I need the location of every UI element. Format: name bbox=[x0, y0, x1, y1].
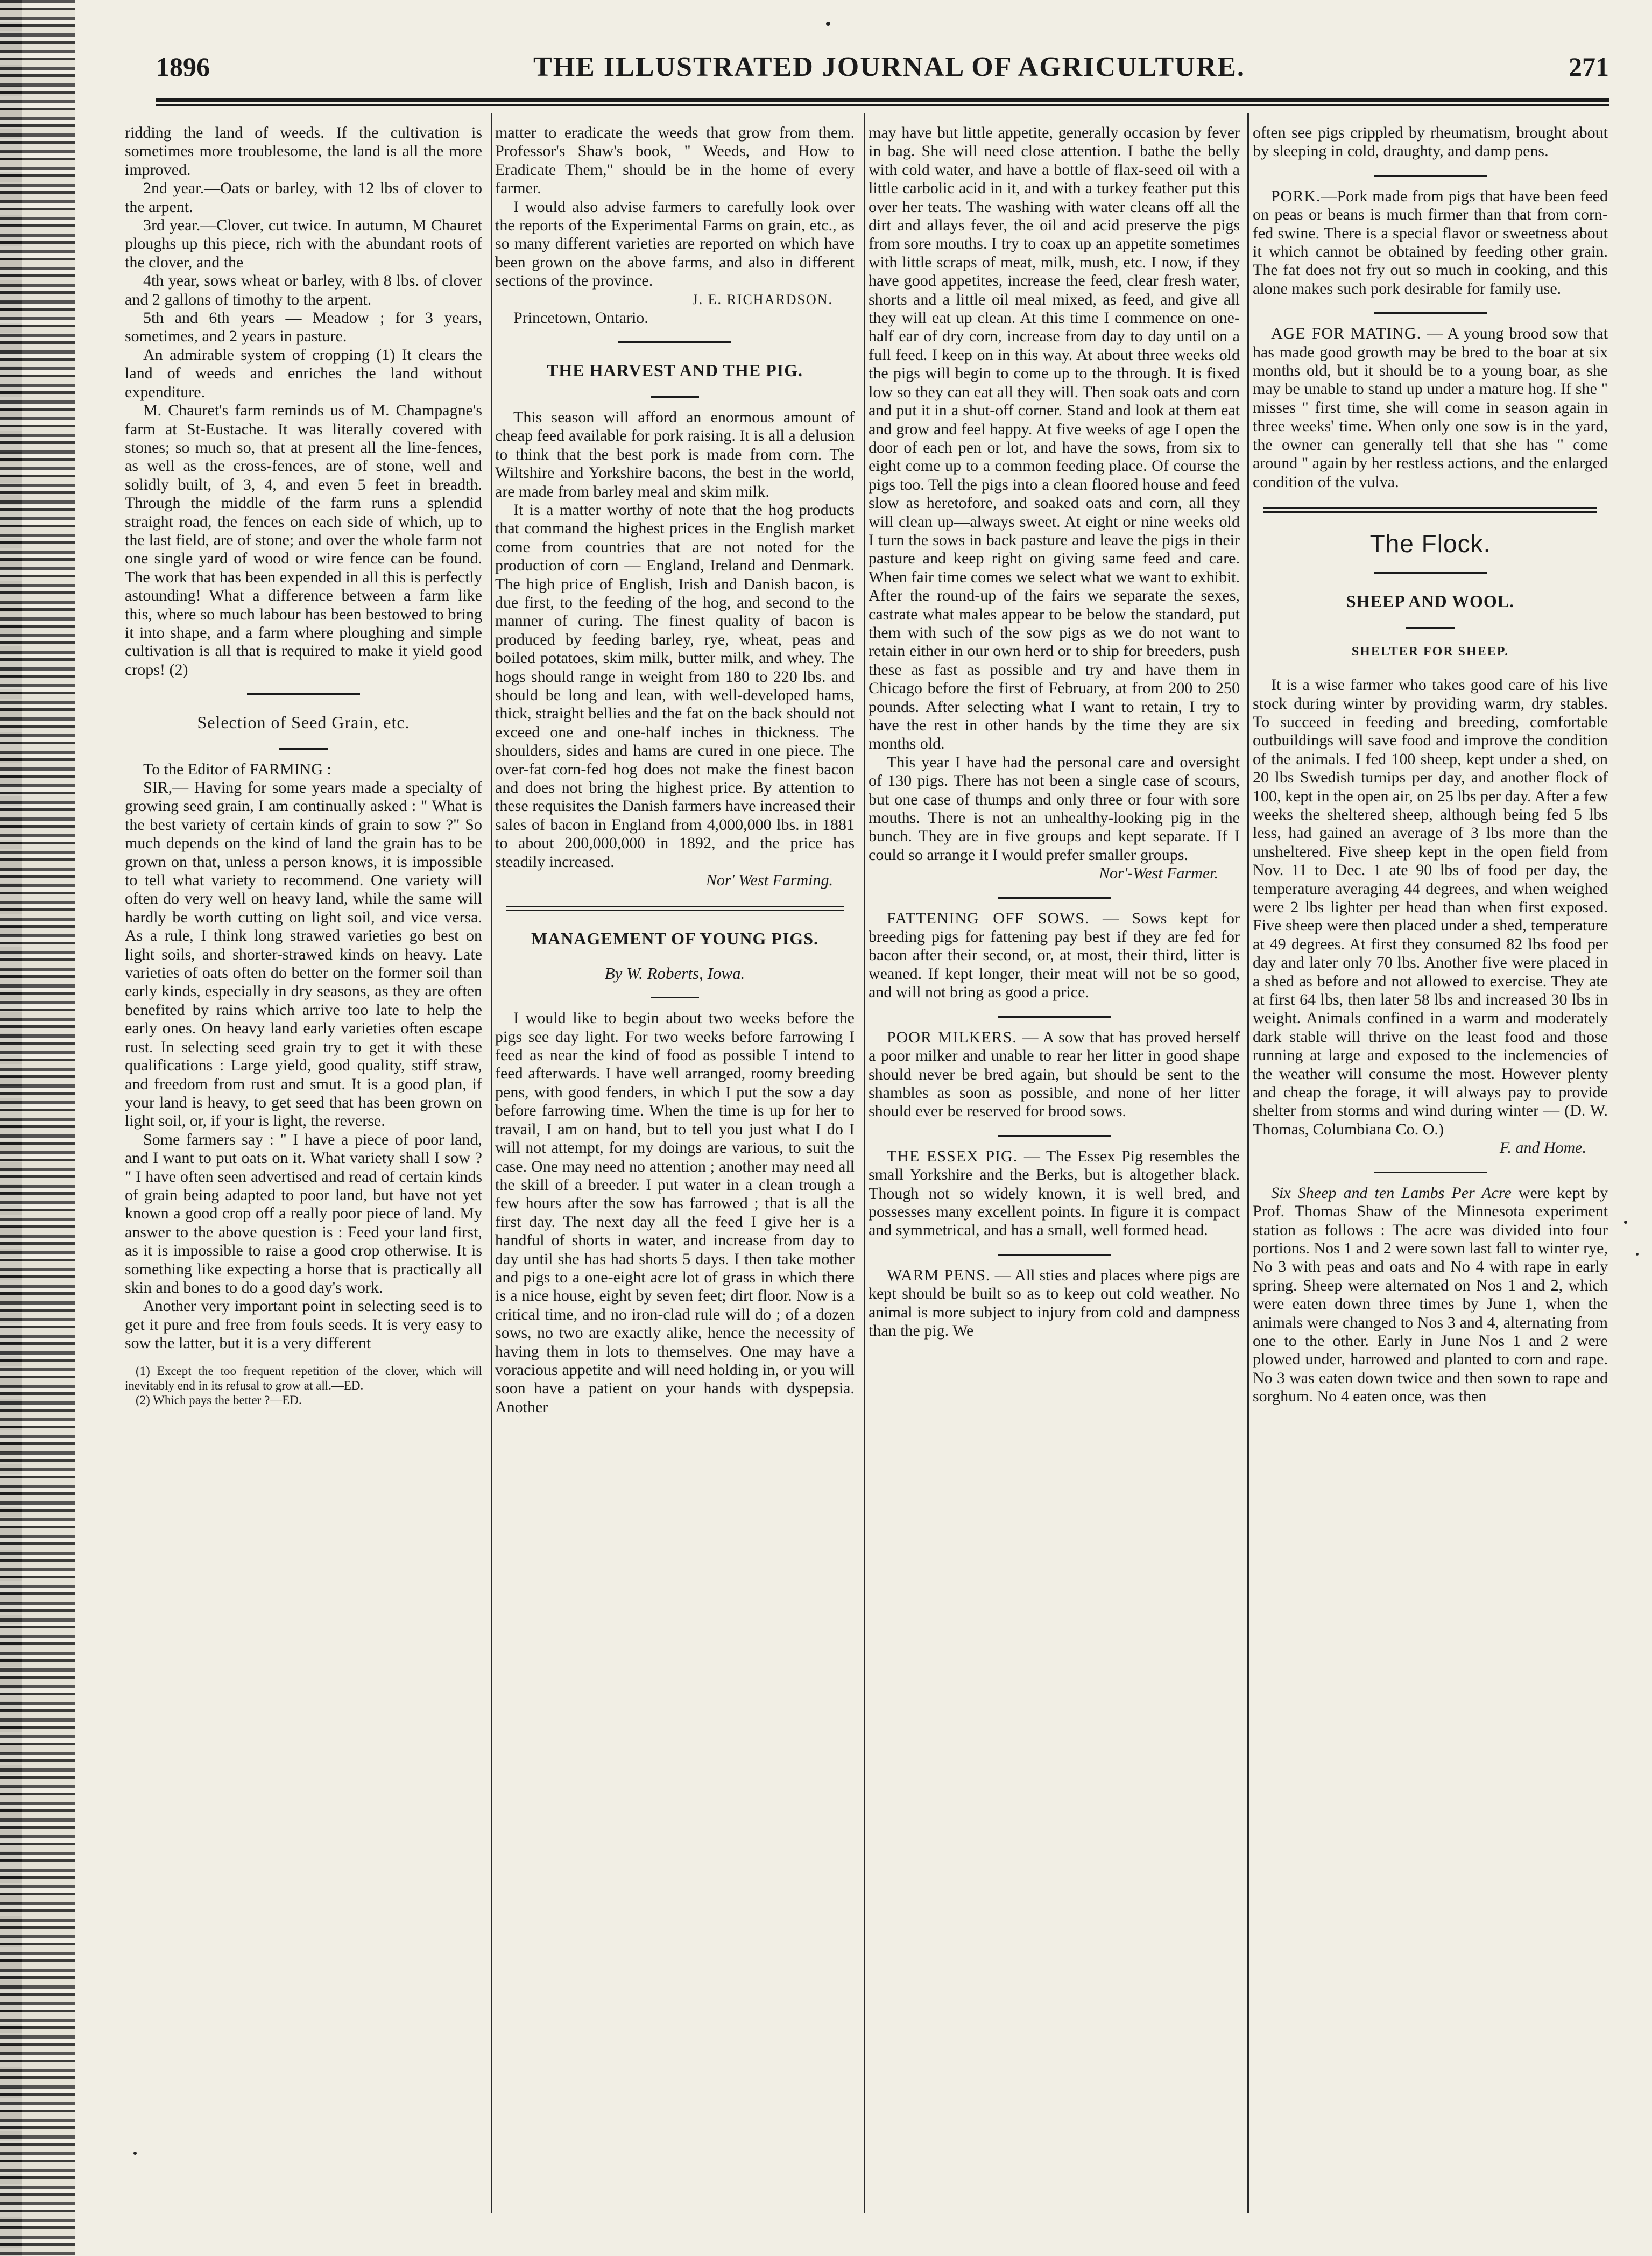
paragraph: This season will afford an enormous amount of cheap feed available for pork raising. It is all a delusion to think that the best pork is made from corn. The Wiltshire and Yorkshire bacons, the best in the world, are made from barley meal and skim milk. bbox=[495, 408, 855, 500]
lead-in: FATTENING OFF SOWS. bbox=[887, 909, 1090, 927]
print-speck bbox=[1636, 1253, 1639, 1256]
paragraph: SIR,— Having for some years made a specialty of growing seed grain, I am continually asked : " What is the best variety of certain kinds of grain to sow ?" So much depends on the kind of land the grain has to be grown on that, unless a person knows, it is impossible to tell what variety to recommend. One variety will often do very well on heavy land, while the same will hardly be worth cutting on light soil, and vice versa. As a rule, I think long strawed varieties go best on light soils, and shorter-strawed kinds on heavy. Late varieties of oats often do better on the former soil than early kinds, especially in dry seasons, as they are often benefited by rains which arrive too late to help the early ones. On heavy land early varieties often escape rust. In selecting seed grain try to get it with these qualifications : Large yield, good quality, stiff straw, and freedom from rust and smut. It is a good plan, if your land is heavy, to get seed that has been grown on light soil, or, if your is light, the reverse. bbox=[125, 779, 482, 1130]
header-rule-thin bbox=[156, 104, 1609, 106]
divider bbox=[506, 910, 844, 911]
paragraph bbox=[869, 1266, 1240, 1341]
paragraph bbox=[869, 1028, 1240, 1121]
source-credit: F. and Home. bbox=[1499, 1139, 1586, 1157]
paragraph bbox=[869, 910, 1240, 1002]
footnotes bbox=[125, 1364, 482, 1407]
paragraph-body: — A young brood sow that has made good growth may be bred to the boar at six months old, but it should be to a young boar, as she may be unable to stand up under a mature hog. If she " misses " first time, she will come in season again in three weeks' time. When only one sow is in the yard, the owner can generally tell that she has " come around " again by her restless actions, and the enlarged condition of the vulva. bbox=[1253, 325, 1608, 491]
divider bbox=[506, 906, 844, 907]
lead-in: AGE FOR MATING. bbox=[1271, 325, 1422, 343]
paragraph: may have but little appetite, generally occasion by fever in bag. She will need close attention. I bathe the belly with cold water, and have a bottle of flax-seed oil with a little carbolic acid in it, and with a turkey feather put this over her teats. The washing with water cleans off all the dirt and allays fever, the oil and acid preserve the pigs from sore mouths. I try to coax up an appetite sometimes with little scraps of meat, milk, mush, etc. I now, if they have good appetites, increase the feed, clear fresh water, shorts and a little oil meal mixed, as feed, and give all they will eat up clean. At this time I commence on one-half ear of dry corn, increase from day to day until on a full feed. I keep on in this way. At about three weeks old the pigs will begin to come up to the through. It is fixed low so they can eat all they will. Then soak oats and corn and put it in a shut-off corner. Stand and look at them eat and grow and feel happy. At five weeks of age I open the door of each pen or lot, and have the sows, from six to eight come up to a common feeding place. Of course the pigs too. Tell the pigs into a clean floored house and feed slow as heretofore, and soaked oats and corn, all they will clean up—always sweet. At eight or nine weeks old I turn the sows in back pasture and leave the pigs in their pasture and keep right on giving same feed and care. When fair time comes we select what we want to exhibit. After the round-up of the fairs we separate the sexes, castrate what males appear to be below the standard, put them with such of the sow pigs as we do not want to retain either in our own herd or to ship for breeders, push these as fast as possible and try and have them in Chicago before the first of February, at from 200 to 250 pounds. After selecting what I want to retain, I try to have the rest in other hands by the time they are six months old. bbox=[869, 124, 1240, 753]
paragraph: 2nd year.—Oats or barley, with 12 lbs of clover to the arpent. bbox=[125, 179, 482, 216]
divider bbox=[998, 897, 1111, 899]
print-speck bbox=[133, 2152, 137, 2155]
signature: J. E. RICHARDSON. bbox=[692, 291, 833, 307]
paragraph: Another very important point in selecting seed is to get it pure and free from fouls seeds. It is very easy to sow the latter, but it is a very different bbox=[125, 1297, 482, 1352]
byline: By W. Roberts, Iowa. bbox=[604, 963, 745, 983]
paragraph: It is a wise farmer who takes good care of his live stock during winter by providing warm, dry stables. To succeed in feeding and breeding, comfortable outbuildings will save food and improve the condition of the animals. I fed 100 sheep, kept under a shed, on 20 lbs Swedish turnips per day, and another flock of 100, kept in the open air, on 25 lbs per day. After a few weeks the sheltered sheep, although being fed 5 lbs less, had gained an average of 3 lbs more than the unsheltered. Five sheep kept in the open field from Nov. 11 to Dec. 1 ate 90 lbs of food per day, the temperature averaging 44 degrees, and when weighed were 2 lbs lighter per head than when first exposed. Five sheep were then placed under a shed, temperature at 49 degrees. At first they consumed 82 lbs food per day and later only 70 lbs. Another five were placed in a shed as before and not allowed to exercise. They ate at first 64 lbs, then later 58 lbs and increased 30 lbs in weight. Animals confined in a warm and moderately dark stable will thrive on the least food and those running at large and exposed to the inclemencies of the weather will consume the most. However plenty and cheap the forage, it will always pay to provide shelter from storms and wind during winter — (D. W. Thomas, Columbiana Co. O.) bbox=[1253, 676, 1608, 1138]
print-speck bbox=[826, 22, 830, 26]
section-title-flock: The Flock. bbox=[1369, 529, 1491, 558]
lead-in: PORK. bbox=[1271, 187, 1321, 205]
paragraph-body: — The Essex Pig resembles the small Yorkshire and the Berks, but is altogether black. Though not so widely known, it is well bred, and possesses many excellent points. In figure it is compact and symmetrical, and has a small, well formed head. bbox=[869, 1147, 1240, 1239]
lead-in: THE ESSEX PIG. bbox=[887, 1147, 1018, 1165]
divider bbox=[1406, 627, 1455, 629]
column-3 bbox=[869, 124, 1240, 2213]
divider bbox=[247, 693, 360, 695]
paragraph bbox=[1253, 325, 1608, 491]
column-2 bbox=[495, 124, 855, 2213]
paragraph: ridding the land of weeds. If the cultivation is sometimes more troublesome, the land is all the more improved. bbox=[125, 124, 482, 179]
paragraph: 4th year, sows wheat or barley, with 8 lbs. of clover and 2 gallons of timothy to the arpent. bbox=[125, 272, 482, 308]
page-number: 271 bbox=[1569, 52, 1609, 82]
paragraph: 5th and 6th years — Meadow ; for 3 years, sometimes, and 2 years in pasture. bbox=[125, 309, 482, 346]
lead-in: POOR MILKERS. bbox=[887, 1028, 1017, 1046]
paragraph bbox=[1253, 1184, 1608, 1406]
divider bbox=[279, 748, 328, 750]
paragraph: To the Editor of FARMING : bbox=[143, 760, 331, 778]
paragraph-body: —Pork made from pigs that have been feed on peas or beans is much firmer than that from corn-fed swine. There is a special flavor or sweetness about it which cannot be obtained by feeding other grain. The fat does not fry out so much in cooking, and this alone makes such pork desirable for family use. bbox=[1253, 187, 1608, 298]
paragraph: An admirable system of cropping (1) It clears the land of weeds and enriches the land without expenditure. bbox=[125, 346, 482, 401]
column-4 bbox=[1253, 124, 1608, 2213]
column-1 bbox=[125, 124, 482, 2213]
binding-edge bbox=[0, 0, 75, 2256]
divider bbox=[651, 396, 699, 398]
divider bbox=[1263, 507, 1597, 509]
divider bbox=[1374, 1172, 1487, 1173]
section-title-sheep-wool: SHEEP AND WOOL. bbox=[1346, 591, 1515, 611]
footnote: (2) Which pays the better ?—ED. bbox=[136, 1393, 302, 1407]
paragraph bbox=[869, 1147, 1240, 1240]
paragraph: matter to eradicate the weeds that grow from them. Professor's Shaw's book, " Weeds, and How to Eradicate Them," should be in the home of every farmer. bbox=[495, 124, 855, 198]
section-title-harvest-pig: THE HARVEST AND THE PIG. bbox=[546, 361, 803, 380]
section-title-seed-grain: Selection of Seed Grain, etc. bbox=[197, 713, 410, 732]
divider bbox=[998, 1135, 1111, 1137]
column-separator bbox=[491, 113, 492, 2213]
print-speck bbox=[1624, 1221, 1627, 1224]
paragraph: I would like to begin about two weeks before the pigs see day light. For two weeks before farrowing I feed as near the kind of food as possible I intend to feed afterwards. I have well arranged, roomy breeding pens, with good fenders, in which I put the sow a day before farrowing time. When the time is up for her to travail, I am on hand, but to tell you just what I do I will not attempt, for my doings are various, to suit the case. One may need no attention ; another may need all the skill of a breeder. I put water in a clean trough a few hours after the sow has farrowed ; that is all the first day. The next day all the feed I give her is a handful of shorts in water, and increase from day to day until she has had shorts 5 days. I then take mother and pigs to a one-eight acre lot of grass in which there is a nice house, eight by seven feet; dirt floor. Now is a critical time, and no iron-clad rule will do ; of a dozen sows, no two are exactly alike, hence the necessity of having them in lots to themselves. One may have a voracious appetite and will need holding in, or you will soon have a patient on your hands with dyspepsia. Another bbox=[495, 1009, 855, 1416]
paragraph-body: — All sties and places where pigs are kept should be built so as to keep out cold weather. No animal is more subject to injury from cold and dampness than the pig. We bbox=[869, 1266, 1240, 1339]
divider bbox=[1263, 511, 1597, 513]
paragraph: M. Chauret's farm reminds us of M. Champagne's farm at St-Eustache. It was literally covered with stones; so much so, that at present all the line-fences, as well as the cross-fences, are of stone, well and solidly built, of 3, 4, and even 5 feet in breadth. Through the middle of the farm runs a splendid straight road, the fences on each side of which, up to the last field, are of stone; and over the whole farm not one single yard of wood or wire fence can be found. The work that has been expended in all this is perfectly astounding! What a difference between a farm like this, where so much labour has been bestowed to bring it into shape, and a farm where ploughing and simple cultivation is all that is required to make it yield good crops! (2) bbox=[125, 401, 482, 679]
divider bbox=[1374, 572, 1487, 574]
paragraph: often see pigs crippled by rheumatism, brought about by sleeping in cold, draughty, and damp pens. bbox=[1253, 124, 1608, 160]
section-title-shelter: SHELTER FOR SHEEP. bbox=[1351, 644, 1509, 659]
place: Princetown, Ontario. bbox=[513, 309, 648, 327]
paragraph bbox=[1253, 187, 1608, 298]
paragraph: I would also advise farmers to carefully look over the reports of the Experimental Farms on grain, etc., as so many different varieties are reported on which have been grown on the above farms, and also in different sections of the province. bbox=[495, 198, 855, 290]
page-header bbox=[156, 51, 1609, 100]
column-separator bbox=[1247, 113, 1249, 2213]
divider bbox=[1374, 175, 1487, 177]
divider bbox=[651, 997, 699, 998]
divider bbox=[1374, 312, 1487, 314]
paragraph-body: were kept by Prof. Thomas Shaw of the Minnesota experiment station as follows : The acre was divided into four portions. Nos 1 and 2 were sown last fall to winter rye, No 3 with peas and oats and No 4 with rape in early spring. Sheep were alternated on Nos 1 and 2, which were eaten down three times by June 1, when the animals were changed to Nos 3 and 4, alternating from one to the other. Early in June Nos 1 and 2 were plowed under, harrowed and planted to corn and rape. No 3 was eaten down twice and then sown to rape and sorghum. No 4 eaten once, was then bbox=[1253, 1183, 1608, 1406]
footnote: (1) Except the too frequent repetition of the clover, which will inevitably end in its refusal to grow at all.—ED. bbox=[125, 1364, 482, 1392]
divider bbox=[618, 341, 731, 343]
source-credit: Nor' West Farming. bbox=[705, 871, 833, 890]
paragraph: 3rd year.—Clover, cut twice. In autumn, M Chauret ploughs up this piece, rich with the abundant roots of the clover, and the bbox=[125, 216, 482, 271]
paragraph: This year I have had the personal care and oversight of 130 pigs. There has not been a single case of scours, but one case of thumps and only three or four with sore mouths. There is not an unhealthy-looking pig in the bunch. They are in five groups and kept separate. If I could so arrange it I would prefer smaller groups. bbox=[869, 753, 1240, 864]
paragraph: It is a matter worthy of note that the hog products that command the highest prices in the English market come from countries that are not noted for the production of corn — England, Ireland and Denmark. The high price of English, Irish and Danish bacon, is due first, to the feeding of the hog, and second to the manner of curing. The finest quality of bacon is produced by feeding barley, rye, wheat, peas and boiled potatoes, skim milk, butter milk, and whey. The hogs should range in weight from 180 to 220 lbs. and should be long and lean, with well-developed hams, thick, straight bellies and the fat on the back should not exceed one and one-half inches in thickness. The shoulders, sides and hams are cured in one piece. The over-fat corn-fed hog does not make the finest bacon and does not bring the highest price. By attention to these requisites the Danish farmers have increased their sales of bacon in England from 4,000,000 lbs. in 1881 to about 200,000,000 in 1892, and the price has steadily increased. bbox=[495, 500, 855, 871]
column-separator bbox=[864, 113, 865, 2213]
journal-title: THE ILLUSTRATED JOURNAL OF AGRICULTURE. bbox=[533, 52, 1245, 82]
header-rule-thick bbox=[156, 98, 1609, 102]
paragraph-body: — Sows kept for breeding pigs for fattening pay best if they are fed for bacon after their second, or, at most, their third, litter is weaned. If kept longer, their meat will not be so good, and will not bring as good a price. bbox=[869, 909, 1240, 1002]
divider bbox=[998, 1016, 1111, 1018]
divider bbox=[998, 1254, 1111, 1256]
header-year: 1896 bbox=[156, 52, 210, 82]
lead-in: Six Sheep and ten Lambs Per Acre bbox=[1271, 1183, 1512, 1202]
paragraph-body: — A sow that has proved herself a poor milker and unable to rear her litter in good shape should never be bred again, but should be sent to the shambles as soon as possible, and none of her litter should ever be reserved for brood sows. bbox=[869, 1028, 1240, 1120]
lead-in: WARM PENS. bbox=[887, 1266, 991, 1284]
section-title-young-pigs: MANAGEMENT OF YOUNG PIGS. bbox=[531, 929, 819, 949]
source-credit: Nor'-West Farmer. bbox=[1099, 864, 1218, 883]
paragraph: Some farmers say : " I have a piece of poor land, and I want to put oats on it. What variety shall I sow ? " I have often seen advertised and read of certain kinds of grain being adapted to poor land, but have not yet known a good crop off a really poor piece of land. My answer to the above question is : Feed your land first, as it is impossible to raise a good crop otherwise. It is something like expecting a horse that is practically all skin and bones to do a good day's work. bbox=[125, 1130, 482, 1296]
